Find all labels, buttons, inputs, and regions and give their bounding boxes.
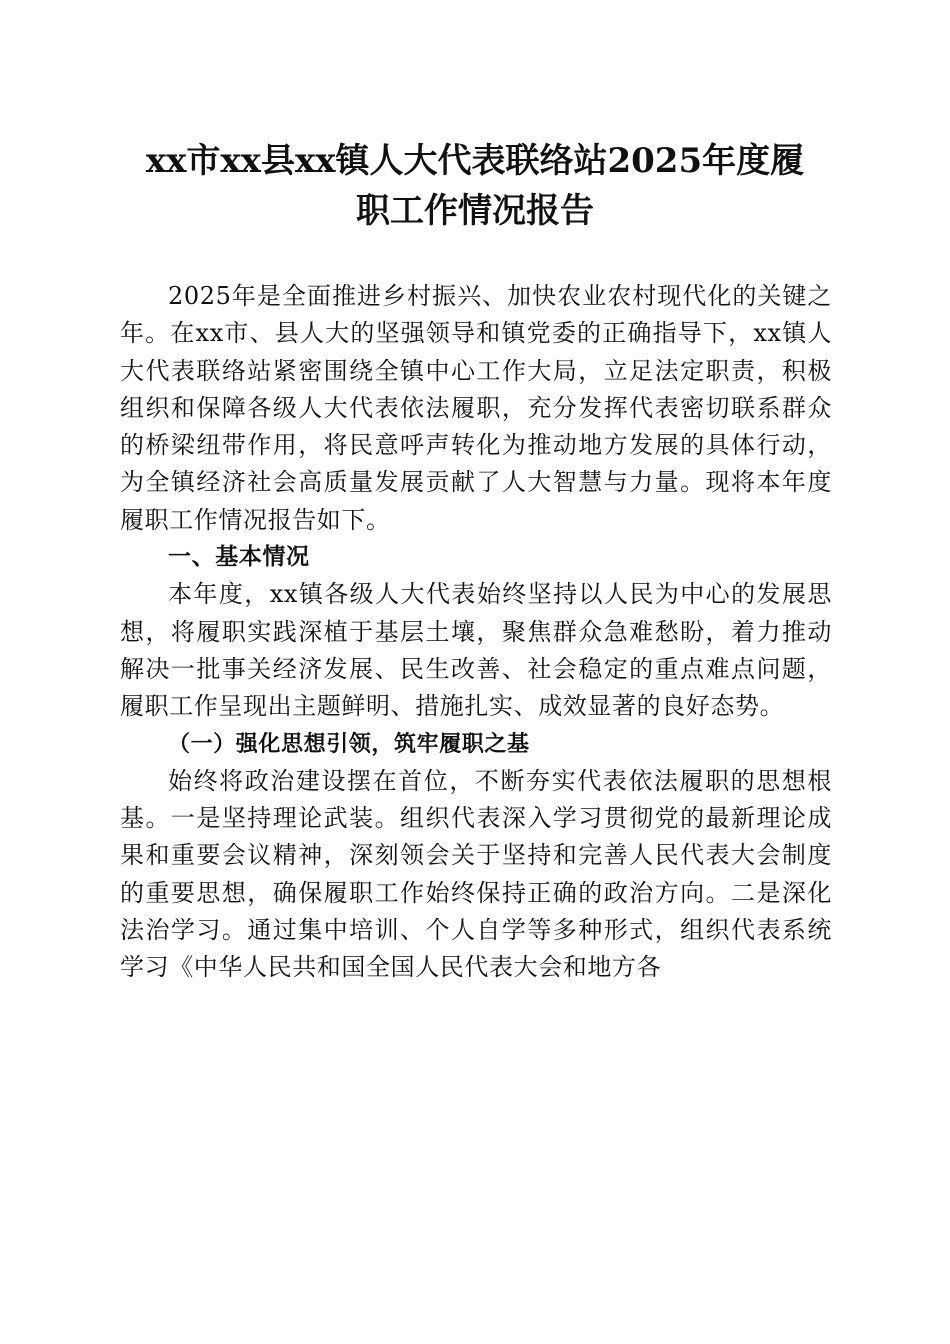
title-line-2: 职工作情况报告: [356, 191, 594, 231]
subsection1-paragraph: 始终将政治建设摆在首位，不断夯实代表依法履职的思想根基。一是坚持理论武装。组织代表深入学习贯彻党的最新理论成果和重要会议精神，深刻领会关于坚持和完善人民代表大会制度的重要思想，确保履职工作始终保持正确的政治方向。二是深化法治学习。通过集中培训、个人自学等多种形式，组织代表系统学习《中华人民共和国全国人民代表大会和地方各: [120, 766, 832, 982]
title-line-1: xx市xx县xx镇人大代表联络站2025年度履: [145, 141, 805, 181]
subsection-heading-ideological-guidance: （一）强化思想引领，筑牢履职之基: [168, 730, 530, 757]
section1-paragraph: 本年度，xx镇各级人大代表始终坚持以人民为中心的发展思想，将履职实践深植于基层土壤，聚焦群众急难愁盼，着力推动解决一批事关经济发展、民生改善、社会稳定的重点难点问题，履职工作呈现出主题鲜明、措施扎实、成效显著的良好态势。: [120, 580, 832, 721]
document-title: [100, 136, 850, 236]
section-heading-basic-situation: 一、基本情况: [168, 544, 310, 571]
document-body: [120, 278, 832, 987]
intro-paragraph: 2025年是全面推进乡村振兴、加快农业农村现代化的关键之年。在xx市、县人大的坚强领导和镇党委的正确指导下，xx镇人大代表联络站紧密围绕全镇中心工作大局，立足法定职责，积极组织和保障各级人大代表依法履职，充分发挥代表密切联系群众的桥梁纽带作用，将民意呼声转化为推动地方发展的具体行动，为全镇经济社会高质量发展贡献了人大智慧与力量。现将本年度履职工作情况报告如下。: [120, 282, 832, 534]
